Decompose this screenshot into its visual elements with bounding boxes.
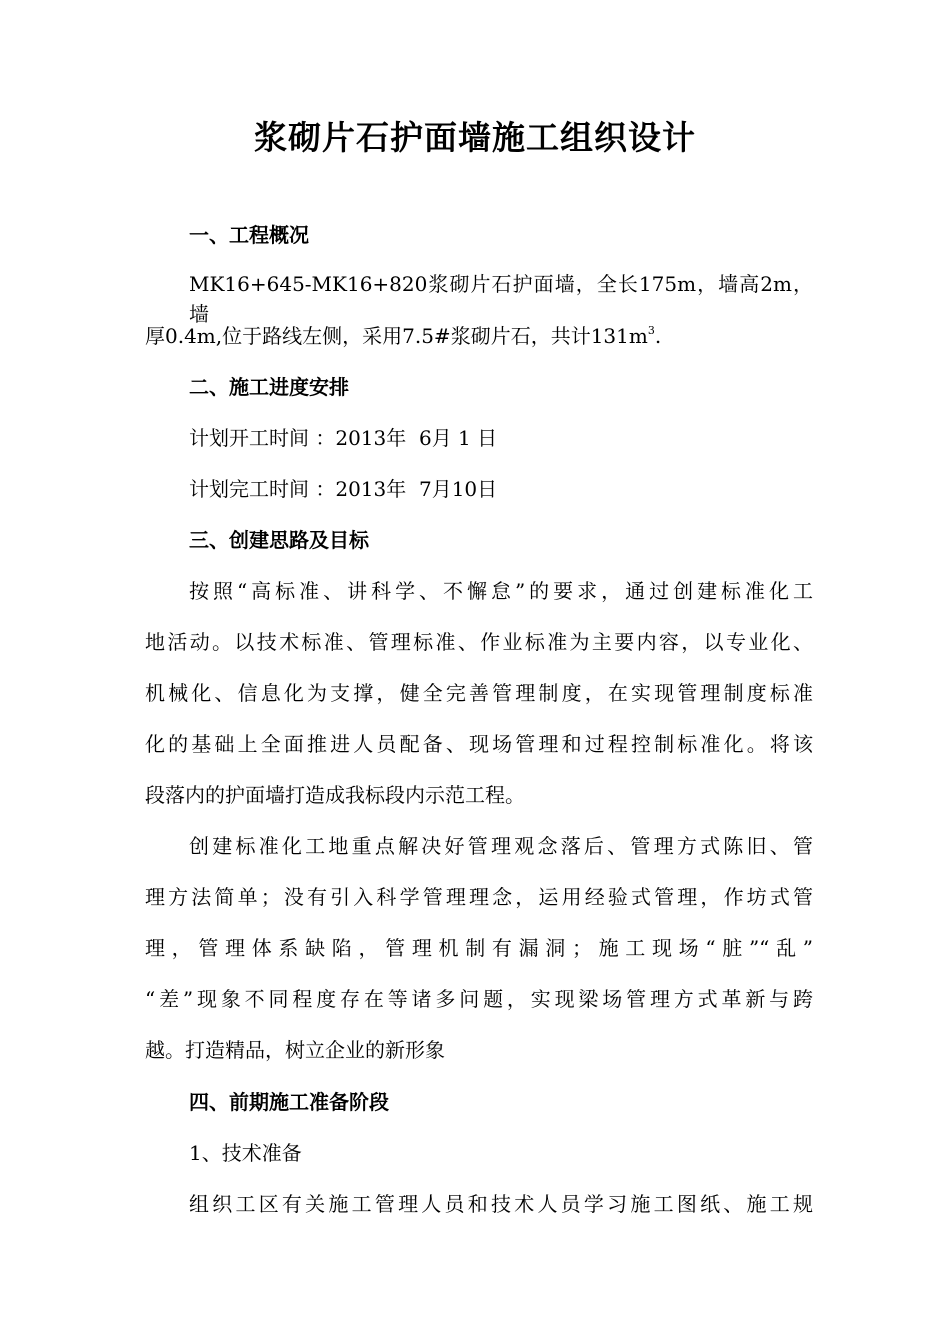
goals-p1-line-3: 机械化、信息化为支撑，健全完善管理制度，在实现管理制度标准 [145,681,813,705]
section-heading-preparation: 四、前期施工准备阶段 [189,1090,389,1114]
subheading-technical-preparation: 1、技术准备 [189,1141,302,1165]
goals-p2-line-1: 创建标准化工地重点解决好管理观念落后、管理方式陈旧、管 [189,834,813,858]
goals-p1-line-1: 按照“高标准、讲科学、不懈怠”的要求，通过创建标准化工 [189,579,813,603]
goals-p1-line-2: 地活动。以技术标准、管理标准、作业标准为主要内容，以专业化、 [145,630,813,654]
overview-line-2-end: . [654,324,662,348]
planned-start-date: 计划开工时间 ：2013年 6月 1 日 [189,426,498,450]
planned-end-date: 计划完工时间 ：2013年 7月10日 [189,477,498,501]
goals-p1-line-4: 化的基础上全面推进人员配备、现场管理和过程控制标准化。将该 [145,732,813,756]
section-heading-schedule: 二、施工进度安排 [189,375,349,399]
goals-p2-line-2: 理方法简单；没有引入科学管理理念，运用经验式管理，作坊式管 [145,885,813,909]
preparation-line-1: 组织工区有关施工管理人员和技术人员学习施工图纸、施工规 [189,1192,813,1216]
overview-line-1: MK16+645-MK16+820浆砌片石护面墙，全长175m，墙高2m，墙 [189,272,813,326]
goals-p2-line-4: “差”现象不同程度存在等诸多问题，实现梁场管理方式革新与跨 [145,987,813,1011]
section-heading-overview: 一、工程概况 [189,223,309,247]
document-title: 浆砌片石护面墙施工组织设计 [254,118,696,157]
goals-p1-line-5: 段落内的护面墙打造成我标段内示范工程。 [145,783,525,807]
section-heading-goals: 三、创建思路及目标 [189,528,369,552]
goals-p2-line-3: 理，管理体系缺陷，管理机制有漏洞；施工现场“脏”“乱” [145,936,813,960]
overview-line-2 [145,321,813,351]
goals-p2-line-5: 越。打造精品，树立企业的新形象 [145,1038,445,1062]
overview-line-2-text: 厚0.4m,位于路线左侧，采用7.5#浆砌片石，共计131m [145,324,648,348]
cubic-superscript: 3 [647,324,655,337]
